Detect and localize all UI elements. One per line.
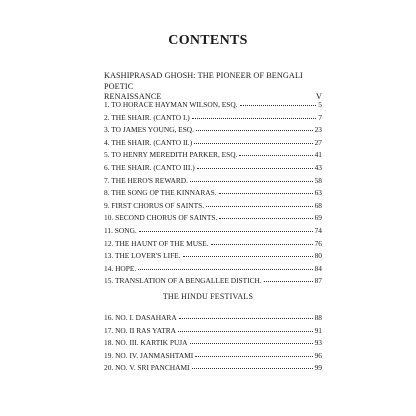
section-title: THE HINDU FESTIVALS (162, 292, 254, 301)
entry-title: 15. TRANSLATION OF A BENGALLEE DISTICH. (104, 276, 262, 286)
entry-page-number: 68 (314, 200, 322, 210)
entry-title: 17. NO. II RAS YATRA (104, 325, 176, 335)
entry-page-number: 43 (314, 162, 322, 172)
toc-entry (104, 363, 322, 376)
entry-title: 16. NO. I. DASAHARA (104, 313, 177, 322)
dot-leader (219, 212, 312, 219)
entry-title: 7. THE HERO'S REWARD. (104, 175, 188, 185)
dot-leader (138, 263, 312, 270)
dot-leader (192, 112, 317, 119)
entry-page-number: 5 (318, 100, 322, 109)
dot-leader (139, 225, 313, 232)
dot-leader (194, 137, 312, 144)
entry-title: 2. THE SHAIR. (CANTO I.) (104, 112, 190, 122)
entry-title: 11. SONG. (104, 225, 137, 235)
intro-page-number: V (315, 92, 322, 101)
festivals-list (104, 313, 322, 376)
entry-page-number: 91 (314, 325, 322, 335)
dot-leader (211, 238, 313, 245)
entry-page-number: 74 (314, 225, 322, 235)
dot-leader (219, 187, 313, 194)
entry-page-number: 80 (314, 251, 322, 261)
dot-leader (178, 325, 313, 332)
entry-page-number: 96 (314, 350, 322, 360)
entry-page-number: 69 (314, 213, 322, 223)
intro-entry (104, 71, 322, 103)
entry-title: 1. TO HORACE HAYMAN WILSON, ESQ. (104, 100, 238, 109)
entry-title: 13. THE LOVER'S LIFE. (104, 251, 181, 261)
entry-title: 19. NO. IV. JANMASHTAMI (104, 350, 194, 360)
entry-page-number: 93 (314, 338, 322, 348)
dot-leader (179, 312, 313, 319)
entry-page-number: 88 (314, 313, 322, 322)
entry-page-number: 76 (314, 238, 322, 248)
entry-title: 10. SECOND CHORUS OF SAINTS. (104, 213, 218, 223)
dot-leader (192, 362, 313, 369)
entry-page-number: 84 (314, 263, 322, 273)
entry-title: 9. FIRST CHORUS OF SAINTS. (104, 200, 205, 210)
entry-title: 20. NO. V. SRI PANCHAMI (104, 363, 190, 373)
entry-title: 5. TO HENRY MEREDITH PARKER, ESQ. (104, 150, 238, 160)
dot-leader (206, 200, 313, 207)
entry-page-number: 41 (314, 150, 322, 160)
dot-leader (196, 124, 313, 131)
entry-page-number: 7 (318, 112, 322, 122)
intro-title-line1: KASHIPRASAD GHOSH: THE PIONEER OF BENGALI POETIC (104, 71, 303, 91)
entry-title: 4. THE SHAIR. (CANTO II.) (104, 137, 193, 147)
entry-title: 3. TO JAMES YOUNG, ESQ. (104, 125, 194, 135)
entry-title: 8. THE SONG OP THE KINNARAS. (104, 188, 217, 198)
entry-title: 6. THE SHAIR. (CANTO III.) (104, 162, 195, 172)
dot-leader (195, 350, 312, 357)
dot-leader (197, 162, 313, 169)
entry-page-number: 58 (314, 175, 322, 185)
dot-leader (190, 175, 313, 182)
entry-title: 14. HOPE. (104, 263, 137, 273)
entry-page-number: 63 (314, 188, 322, 198)
entry-page-number: 99 (314, 363, 322, 373)
dot-leader (183, 250, 313, 257)
intro-title-line2: RENAISSANCE (104, 92, 162, 101)
contents-list (104, 100, 322, 289)
entry-page-number: 27 (314, 137, 322, 147)
dot-leader (190, 337, 313, 344)
dot-leader (240, 99, 317, 106)
page-title: CONTENTS (168, 33, 248, 48)
entry-title: 18. NO. III. KARTIK PUJA (104, 338, 188, 348)
entry-page-number: 87 (314, 276, 322, 286)
dot-leader (264, 275, 313, 282)
entry-title: 12. THE HAUNT OF THE MUSE. (104, 238, 209, 248)
toc-entry (104, 276, 322, 289)
entry-page-number: 23 (314, 125, 322, 135)
dot-leader (239, 149, 312, 156)
